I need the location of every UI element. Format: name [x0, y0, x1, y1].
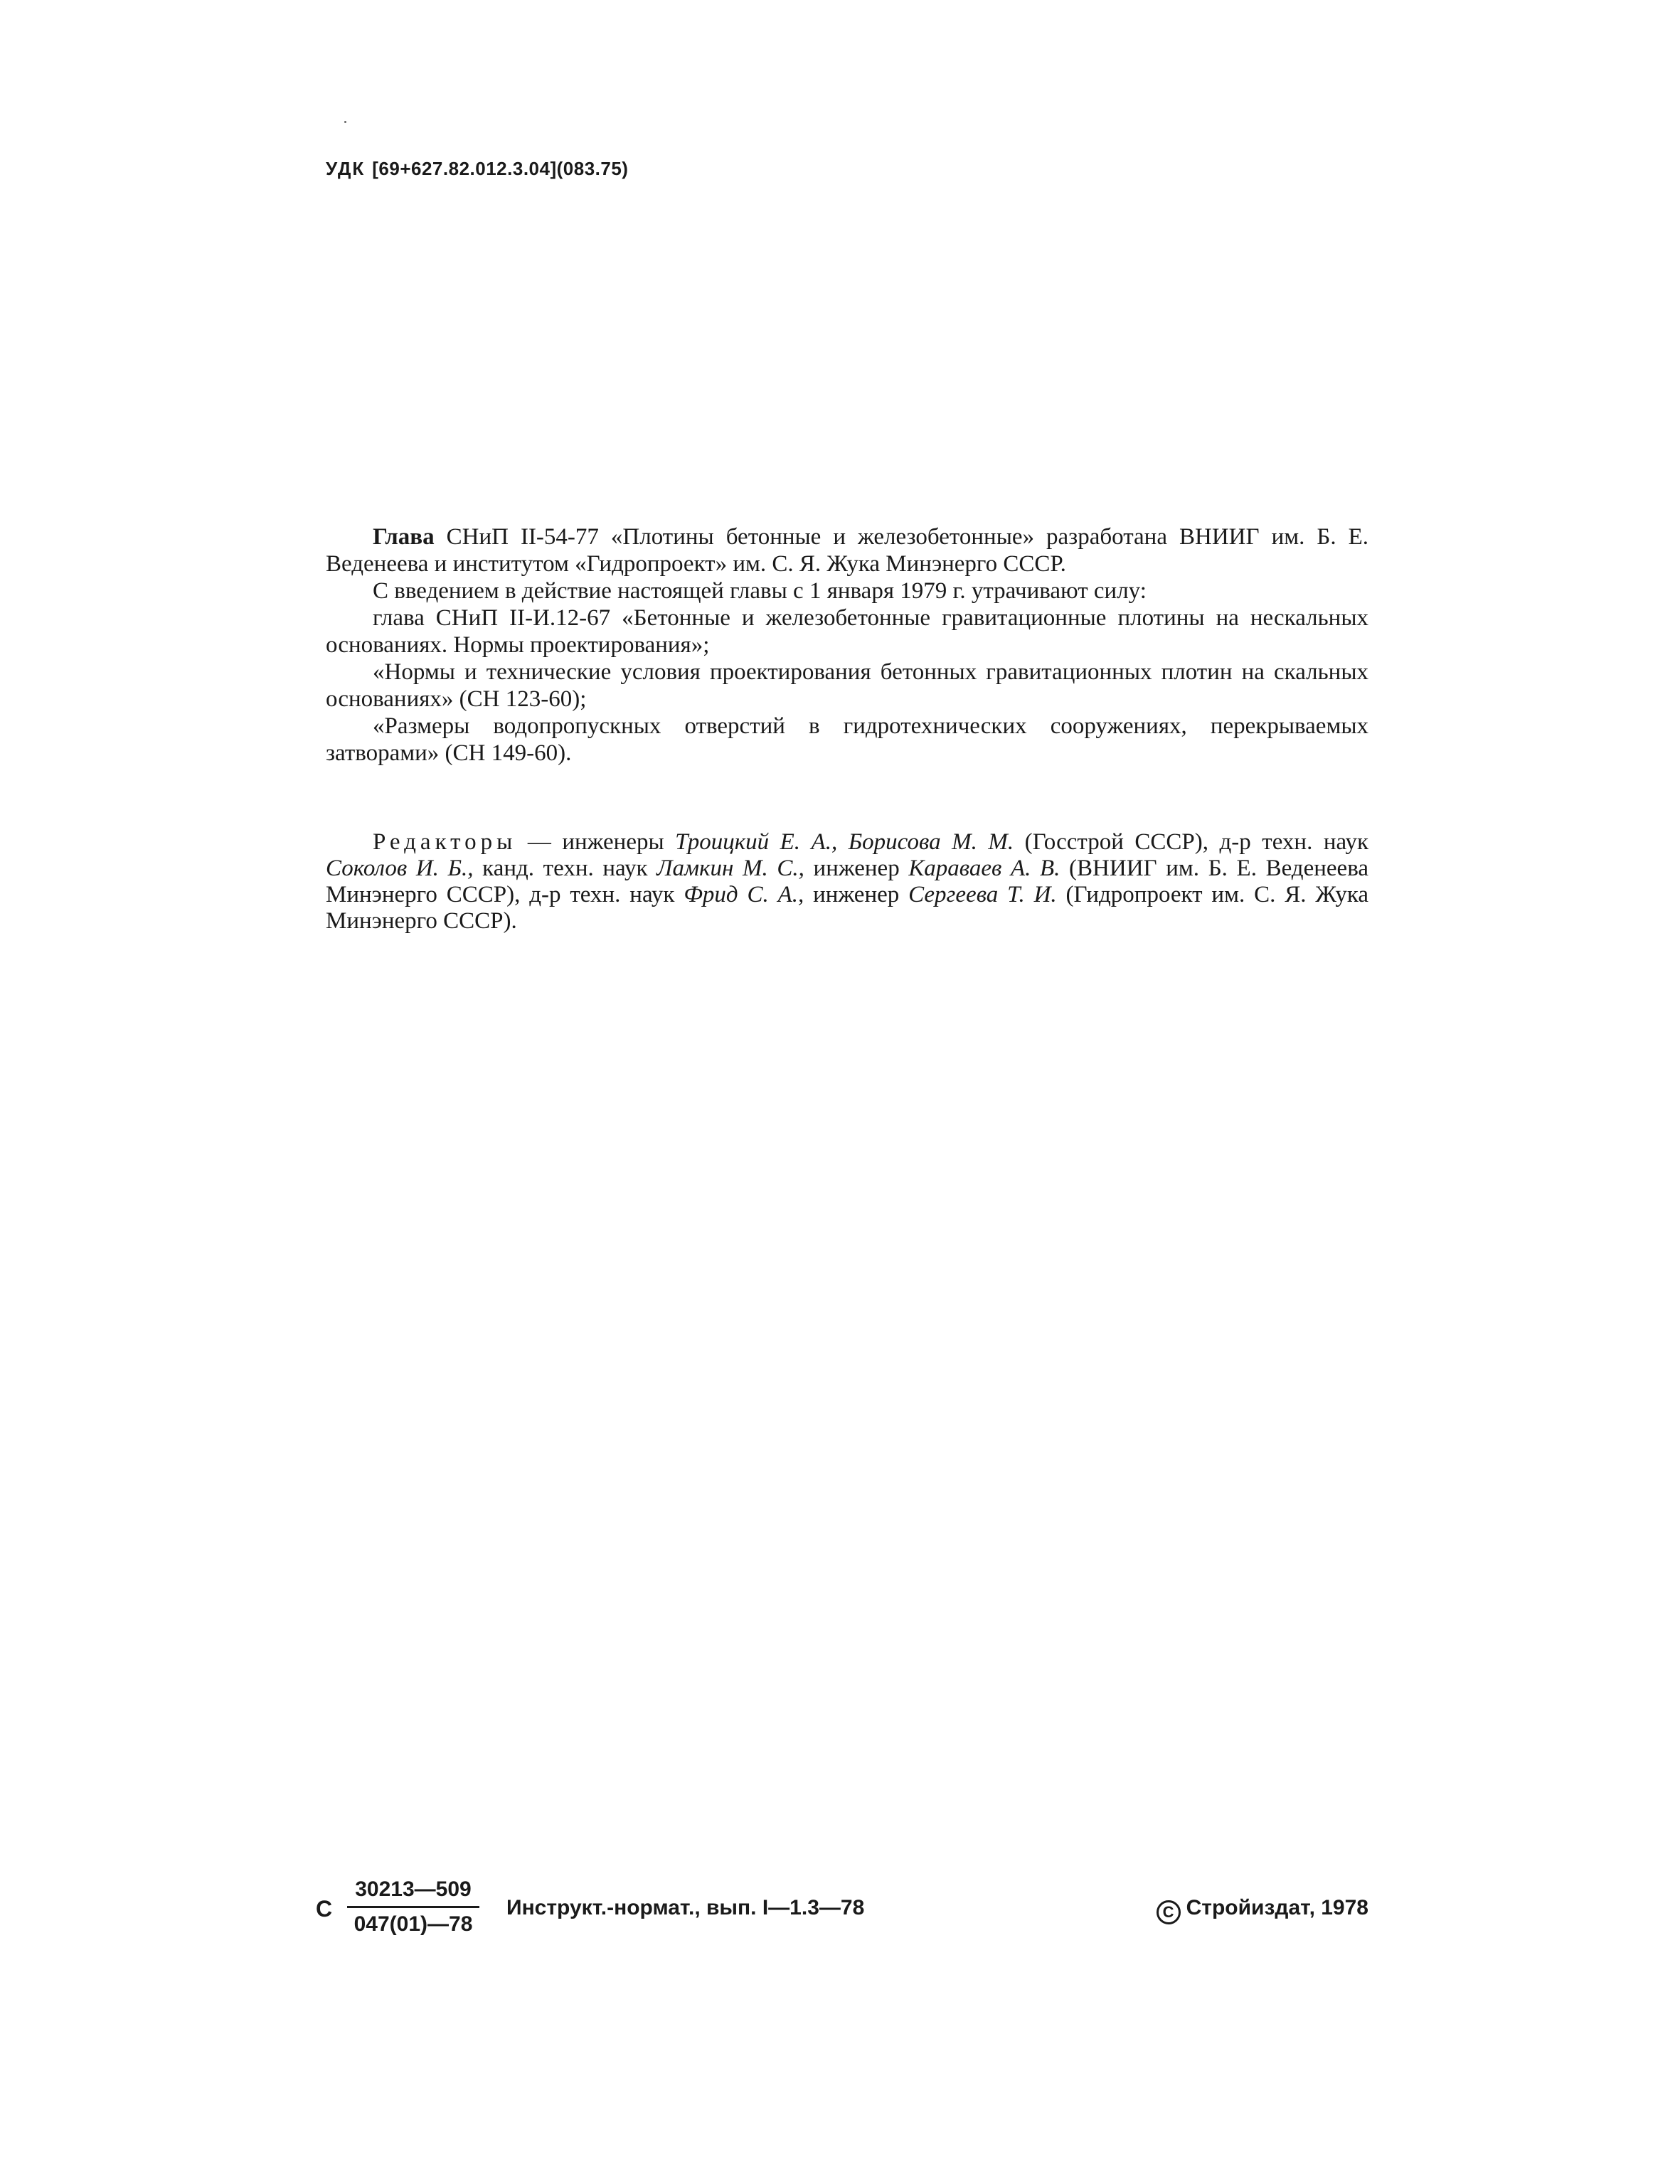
editors-text-2: канд. техн. наук — [473, 856, 657, 881]
udk-label: УДК — [326, 158, 366, 179]
editor-name-3: Ламкин М. С., — [656, 856, 804, 881]
intro-paragraph-1-text: СНиП II-54-77 «Плотины бетонные и железобетонные» разработана ВНИИГ им. Б. Е. Веденеева и институтом «Гидропроект» им. С. Я. Жука Минэнерго СССР. — [326, 524, 1368, 577]
copyright-icon: С — [1157, 1900, 1181, 1924]
publisher-year: Стройиздат, 1978 — [1186, 1896, 1368, 1919]
editor-name-2: Соколов И. Б., — [326, 856, 474, 881]
copyright — [1157, 1896, 1368, 1924]
editors-label: Редакторы — [373, 829, 517, 855]
editor-name-5: Фрид С. А., — [684, 882, 804, 907]
editors-block — [326, 829, 1368, 934]
editor-name-6: Сергеева Т. И. — [908, 882, 1057, 907]
editor-name-1: Троицкий Е. А., Борисова М. М. — [675, 829, 1014, 855]
intro-paragraph-3: глава СНиП II-И.12-67 «Бетонные и железобетонные гравитационные плотины на нескальных основаниях. Нормы проектирования»; — [326, 605, 1368, 658]
editors-text-5: инженер — [804, 882, 909, 907]
intro-block — [326, 523, 1368, 767]
editors-dash: — инженеры — [516, 829, 676, 855]
imprint-numerator: 30213—509 — [355, 1877, 472, 1901]
imprint-c-letter: С — [316, 1896, 333, 1922]
editors-text-3: инженер — [804, 856, 909, 881]
editors-paragraph — [326, 829, 1368, 934]
intro-paragraph-5: «Размеры водопропускных отверстий в гидротехнических сооружениях, перекрываемых затворами» (СН 149-60). — [326, 713, 1368, 766]
udk-code — [326, 158, 628, 180]
imprint-fraction — [346, 1877, 481, 1937]
editors-text-6: (Гидропроект им. С. Я. Жука Минэнерго СССР). — [326, 882, 1368, 934]
imprint-denominator: 047(01)—78 — [353, 1912, 473, 1936]
udk-value: [69+627.82.012.3.04](083.75) — [372, 158, 629, 179]
intro-lead-word: Глава — [373, 524, 435, 550]
intro-paragraph-2: С введением в действие настоящей главы с 1 января 1979 г. утрачивают силу: — [373, 578, 1147, 604]
editor-name-4: Караваев А. В. — [908, 856, 1060, 881]
imprint-footer — [316, 1877, 1368, 1963]
scan-speck — [344, 121, 346, 123]
editors-text-4: (ВНИИГ им. Б. Е. Веденеева Минэнерго СССР), д-р техн. наук — [326, 856, 1368, 907]
series-info: Инструкт.-нормат., вып. I—1.3—78 — [506, 1896, 865, 1919]
editors-text-1: (Госстрой СССР), д-р техн. наук — [1014, 829, 1368, 855]
intro-paragraph-1 — [326, 523, 1368, 577]
intro-paragraph-4: «Нормы и технические условия проектирования бетонных гравитационных плотин на скальных основаниях» (СН 123-60); — [326, 659, 1368, 712]
